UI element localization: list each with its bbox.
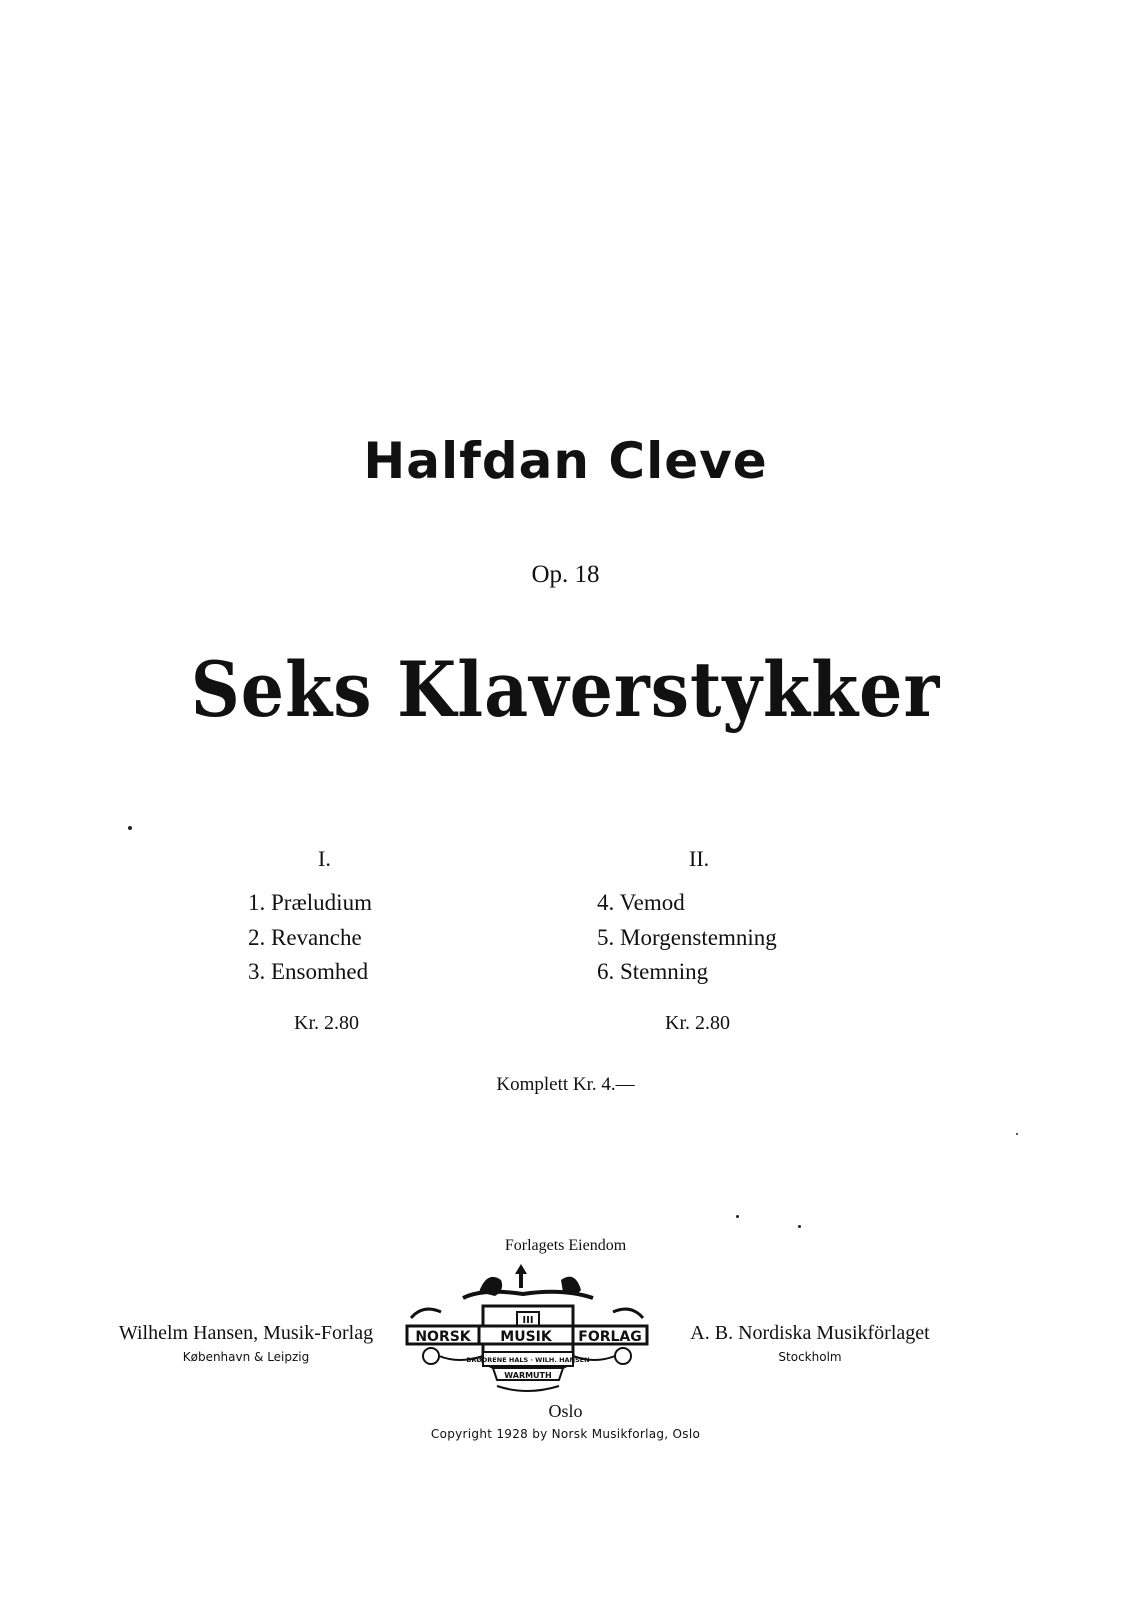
logo-subtext: BRØDRENE HALS · WILH. HANSEN: [466, 1356, 590, 1364]
piece-name: Ensomhed: [271, 959, 369, 984]
piece-name: Morgenstemning: [620, 925, 777, 950]
piece-name: Præludium: [271, 890, 372, 915]
composer-name: Halfdan Cleve: [363, 432, 768, 490]
volume-1-price: Kr. 2.80: [294, 1012, 359, 1034]
publication-city: Oslo: [548, 1401, 583, 1421]
work-title: Seks Klaverstykker: [190, 645, 941, 735]
publisher-left: [96, 1322, 396, 1364]
scan-speck: [798, 1225, 801, 1228]
scan-speck: [128, 826, 132, 830]
piece-name: Revanche: [271, 925, 362, 950]
piece-item: [597, 925, 777, 951]
property-note: Forlagets Eiendom: [504, 1237, 627, 1254]
piece-number: 6.: [597, 959, 615, 984]
volume-2-price: Kr. 2.80: [665, 1012, 730, 1034]
volume-1-label: I.: [318, 846, 331, 871]
logo-word: MUSIK: [500, 1329, 552, 1345]
piece-number: 2.: [248, 925, 266, 950]
publisher-left-city: København & Leipzig: [182, 1350, 310, 1364]
logo-subtext: WARMUTH: [504, 1371, 552, 1380]
copyright-notice: Copyright 1928 by Norsk Musikforlag, Oslo: [430, 1427, 701, 1441]
opus-number: Op. 18: [531, 561, 600, 588]
volume-2-label: II.: [689, 846, 710, 871]
publisher-left-name: Wilhelm Hansen, Musik-Forlag: [118, 1322, 374, 1344]
piece-number: 1.: [248, 890, 266, 915]
piece-number: 4.: [597, 890, 615, 915]
piece-item: [597, 959, 708, 985]
piece-item: [597, 890, 685, 916]
piece-item: [248, 890, 372, 916]
piece-name: Vemod: [619, 890, 685, 915]
piece-item: [248, 959, 368, 985]
publisher-right: [660, 1322, 960, 1364]
piece-number: 3.: [248, 959, 266, 984]
logo-word: NORSK: [415, 1329, 471, 1345]
complete-price: Komplett Kr. 4.—: [496, 1074, 635, 1095]
piece-name: Stemning: [620, 959, 709, 984]
piece-number: 5.: [597, 925, 615, 950]
publisher-right-name: A. B. Nordiska Musikförlaget: [690, 1322, 930, 1344]
publisher-right-city: Stockholm: [778, 1350, 842, 1364]
svg-text:III: III: [522, 1315, 534, 1326]
publisher-logo: [401, 1262, 653, 1398]
scan-speck: [736, 1215, 739, 1218]
logo-word: FORLAG: [578, 1329, 642, 1345]
scan-speck: [1016, 1133, 1018, 1135]
piece-item: [248, 925, 362, 951]
